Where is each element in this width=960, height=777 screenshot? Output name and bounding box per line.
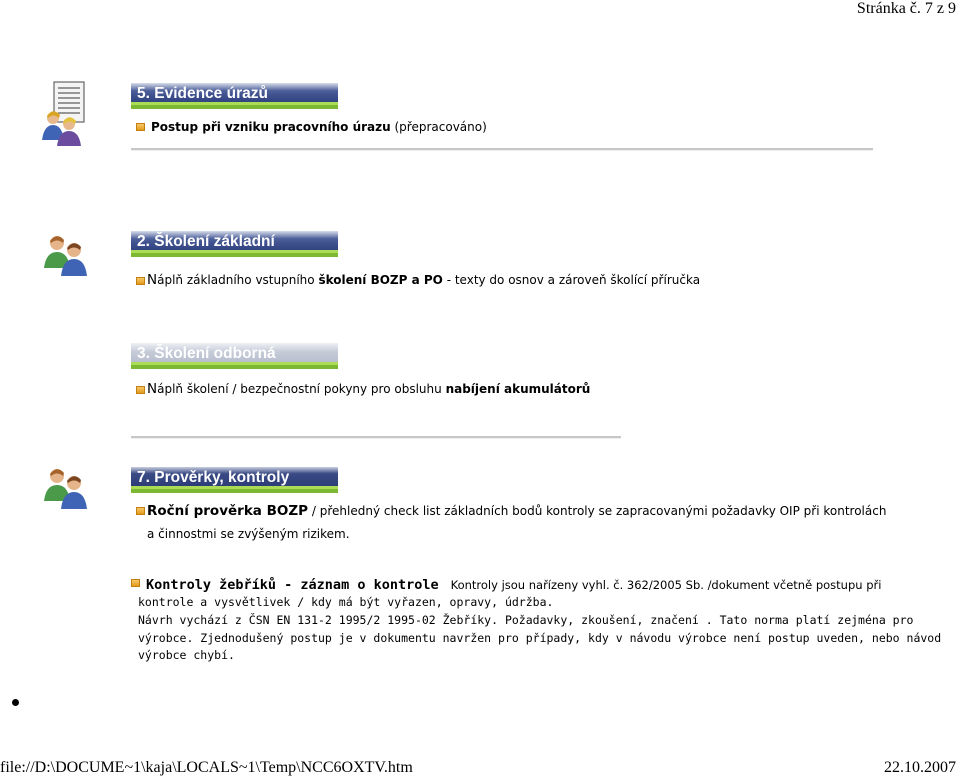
rocni-proverka-line2: a činnostmi se zvýšeným rizikem.: [147, 527, 350, 541]
link-kontroly-zebriku[interactable]: Kontroly žebříků - záznam o kontrole: [146, 577, 439, 593]
footer-file-path: file://D:\DOCUME~1\kaja\LOCALS~1\Temp\NCC6OXTV.htm: [0, 759, 413, 776]
kontroly-zebriku-line5: výrobce chybí.: [138, 648, 235, 662]
bullet-icon: [136, 386, 145, 394]
footer-date: 22.10.2007: [884, 759, 956, 776]
section-banner-skoleni-zakladni: 2. Školení základní: [131, 231, 338, 257]
users-icon: [42, 230, 90, 277]
section-banner-skoleni-odborna: 3. Školení odborná: [131, 343, 338, 369]
section-banner-proverky-kontroly: 7. Prověrky, kontroly: [131, 467, 338, 493]
link-postup-urazu[interactable]: Postup při vzniku pracovního úrazu: [151, 120, 391, 134]
list-bullet: [12, 699, 19, 706]
page-number: Stránka č. 7 z 9: [856, 0, 956, 17]
bullet-icon: [136, 123, 145, 131]
divider: [131, 436, 621, 439]
kontroly-zebriku-line2: kontrole a vysvětlivek / kdy má být vyřazen, opravy, údržba.: [138, 595, 554, 609]
link-rocni-proverka[interactable]: Roční prověrka BOZP: [147, 503, 309, 519]
kontroly-zebriku-line4: výrobce. Zjednodušený postup je v dokumentu navržen pro případy, kdy v návodu výrobce není postup uveden, nebo návod: [138, 631, 942, 645]
divider: [131, 148, 873, 151]
link-napln-zakladniho-skoleni[interactable]: Náplň základního vstupního školení BOZP a PO - texty do osnov a zároveň školící příručka: [147, 272, 701, 288]
bullet-icon: [136, 277, 145, 285]
section-banner-evidence-urazu: 5. Evidence úrazů: [131, 83, 338, 109]
users-icon: [42, 463, 90, 510]
bullet-icon: [136, 507, 145, 515]
kontroly-zebriku-line3: Návrh vychází z ČSN EN 131-2 1995/2 1995-02 Žebříky. Požadavky, zkoušení, značení . Tato norma platí zejména pro: [138, 613, 914, 627]
document-icon: [42, 80, 87, 146]
link-napln-skoleni-akumulatory[interactable]: Náplň školení / bezpečnostní pokyny pro obsluhu nabíjení akumulátorů: [147, 381, 591, 397]
bullet-icon: [131, 579, 140, 587]
